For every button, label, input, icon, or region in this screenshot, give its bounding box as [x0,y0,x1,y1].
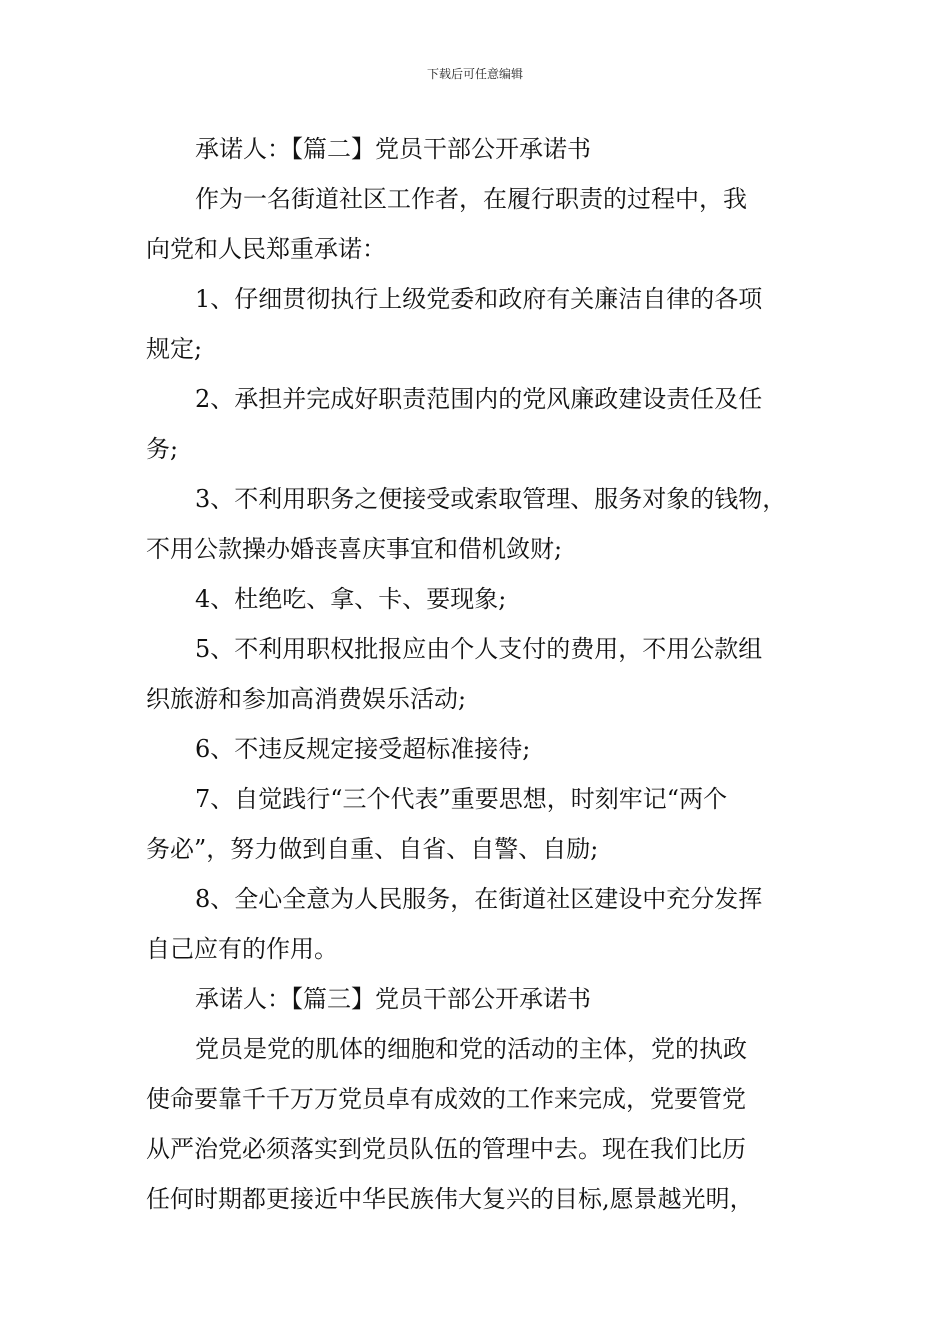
text-line: 5、不利用职权批报应由个人支付的费用，不用公款组 [195,635,763,663]
text-line: 自己应有的作用。 [146,935,338,963]
text-line: 3、不利用职务之便接受或索取管理、服务对象的钱物， [195,485,787,513]
text-line: 承诺人：【篇三】党员干部公开承诺书 [195,985,591,1013]
text-line: 7、自觉践行“三个代表”重要思想，时刻牢记“两个 [195,785,728,813]
text-line: 任何时期都更接近中华民族伟大复兴的目标,愿景越光明， [146,1185,754,1213]
text-line: 使命要靠千千万万党员卓有成效的工作来完成，党要管党 [146,1085,746,1113]
text-line: 承诺人：【篇二】党员干部公开承诺书 [195,135,591,163]
text-line: 作为一名街道社区工作者，在履行职责的过程中，我 [195,185,747,213]
text-line: 6、不违反规定接受超标准接待; [195,735,531,763]
text-line: 党员是党的肌体的细胞和党的活动的主体，党的执政 [195,1035,747,1063]
text-line: 织旅游和参加高消费娱乐活动; [146,685,467,713]
page-header-note: 下载后可任意编辑 [426,67,523,81]
text-line: 务; [146,435,179,463]
text-line: 4、杜绝吃、拿、卡、要现象; [195,585,507,613]
document-body [146,124,832,1224]
text-line: 8、全心全意为人民服务，在街道社区建设中充分发挥 [195,885,763,913]
text-line: 务必”，努力做到自重、自省、自警、自励; [146,835,599,863]
text-line: 从严治党必须落实到党员队伍的管理中去。现在我们比历 [146,1135,746,1163]
text-line: 1、仔细贯彻执行上级党委和政府有关廉洁自律的各项 [195,285,763,313]
text-line: 2、承担并完成好职责范围内的党风廉政建设责任及任 [195,385,763,413]
text-line: 向党和人民郑重承诺： [146,235,386,263]
text-line: 规定; [146,335,203,363]
text-line: 不用公款操办婚丧喜庆事宜和借机敛财; [146,535,563,563]
